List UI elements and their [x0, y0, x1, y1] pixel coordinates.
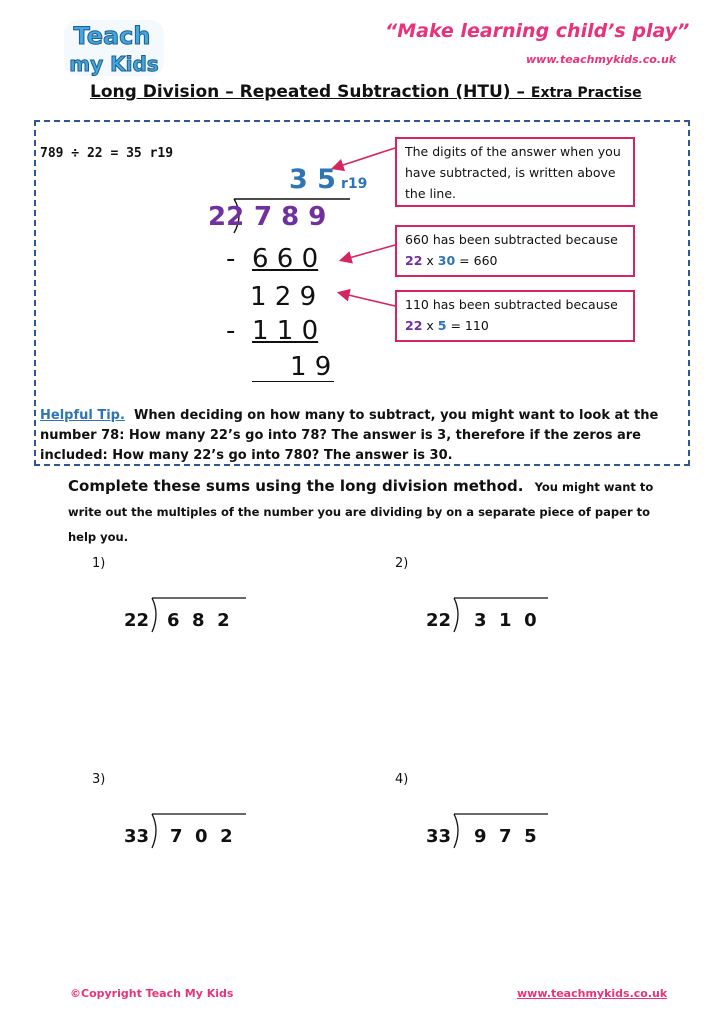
problem-1-dividend: 6 8 2 [167, 610, 230, 631]
title-main: Long Division – Repeated Subtraction (HTU) – [90, 82, 525, 102]
problem-3-number: 3) [92, 772, 106, 787]
final-remainder: 1 9 [290, 352, 332, 382]
callout-answer-digits: The digits of the answer when you have subtracted, is written above the line. [395, 137, 635, 207]
instructions [68, 474, 668, 549]
example-quotient: 3 5 [289, 164, 336, 195]
example-equation: 789 ÷ 22 = 35 r19 [40, 146, 174, 161]
callout-arrows [320, 140, 400, 320]
problem-2-dividend: 3 1 0 [474, 610, 537, 631]
logo-text-2: my Kids [69, 52, 159, 76]
tip-text: When deciding on how many to subtract, you might want to look at the number 78: How many 22’s go into 78? The answer is 3, therefore if the zeros are included: How many 22’s go into 780? The answer is 30. [40, 408, 659, 463]
callout-660-text: 660 has been subtracted because [405, 232, 618, 247]
result-underline [252, 381, 334, 382]
step1-minus: - [226, 244, 236, 274]
tagline: “Make learning child’s play” [385, 20, 690, 42]
arrow-3 [340, 293, 395, 306]
problem-4-divisor: 33 [426, 826, 452, 847]
step2-value: 1 1 0 [252, 316, 319, 346]
callout-110-eq: = 110 [450, 318, 489, 333]
problem-4-number: 4) [395, 772, 409, 787]
callout-110-x: x [426, 318, 434, 333]
callout-110-b: 5 [437, 318, 447, 333]
footer-copyright: ©Copyright Teach My Kids [70, 987, 234, 1000]
callout-660-calc [405, 250, 625, 271]
problem-3-divisor: 33 [124, 826, 150, 847]
problem-1-number: 1) [92, 556, 106, 571]
problem-2-number: 2) [395, 556, 409, 571]
callout-110 [395, 290, 635, 342]
problem-3-dividend: 7 0 2 [170, 826, 233, 847]
callout-660-x: x [426, 253, 434, 268]
callout-660-a: 22 [405, 253, 423, 268]
teach-my-kids-logo [62, 18, 168, 78]
callout-660-b: 30 [437, 253, 456, 268]
arrow-2 [342, 245, 395, 260]
helpful-tip [40, 406, 680, 466]
arrow-1 [334, 148, 395, 168]
example-remainder: r19 [341, 176, 368, 192]
tip-label: Helpful Tip. [40, 408, 125, 423]
instructions-extra: You might want to write out the multiples of the number you are dividing by on a separate piece of paper to help you. [68, 480, 654, 544]
example-dividend: 7 8 9 [254, 202, 327, 232]
callout-110-calc [405, 315, 625, 336]
callout-660 [395, 225, 635, 277]
problem-4-dividend: 9 7 5 [474, 826, 537, 847]
problem-1-divisor: 22 [124, 610, 150, 631]
page-title [90, 82, 642, 102]
step1-value: 6 6 0 [252, 244, 319, 274]
title-sub: Extra Practise [530, 85, 642, 101]
logo-text-1: Teach [73, 22, 151, 50]
callout-110-a: 22 [405, 318, 423, 333]
problem-2-divisor: 22 [426, 610, 452, 631]
header-url[interactable]: www.teachmykids.co.uk [526, 53, 677, 66]
difference1: 1 2 9 [250, 282, 317, 312]
callout-660-eq: = 660 [459, 253, 498, 268]
step2-minus: - [226, 316, 236, 346]
footer-url-link[interactable]: www.teachmykids.co.uk [517, 987, 668, 1000]
instructions-main: Complete these sums using the long division method. [68, 477, 524, 495]
callout-110-text: 110 has been subtracted because [405, 297, 618, 312]
example-divisor: 22 [208, 202, 245, 232]
